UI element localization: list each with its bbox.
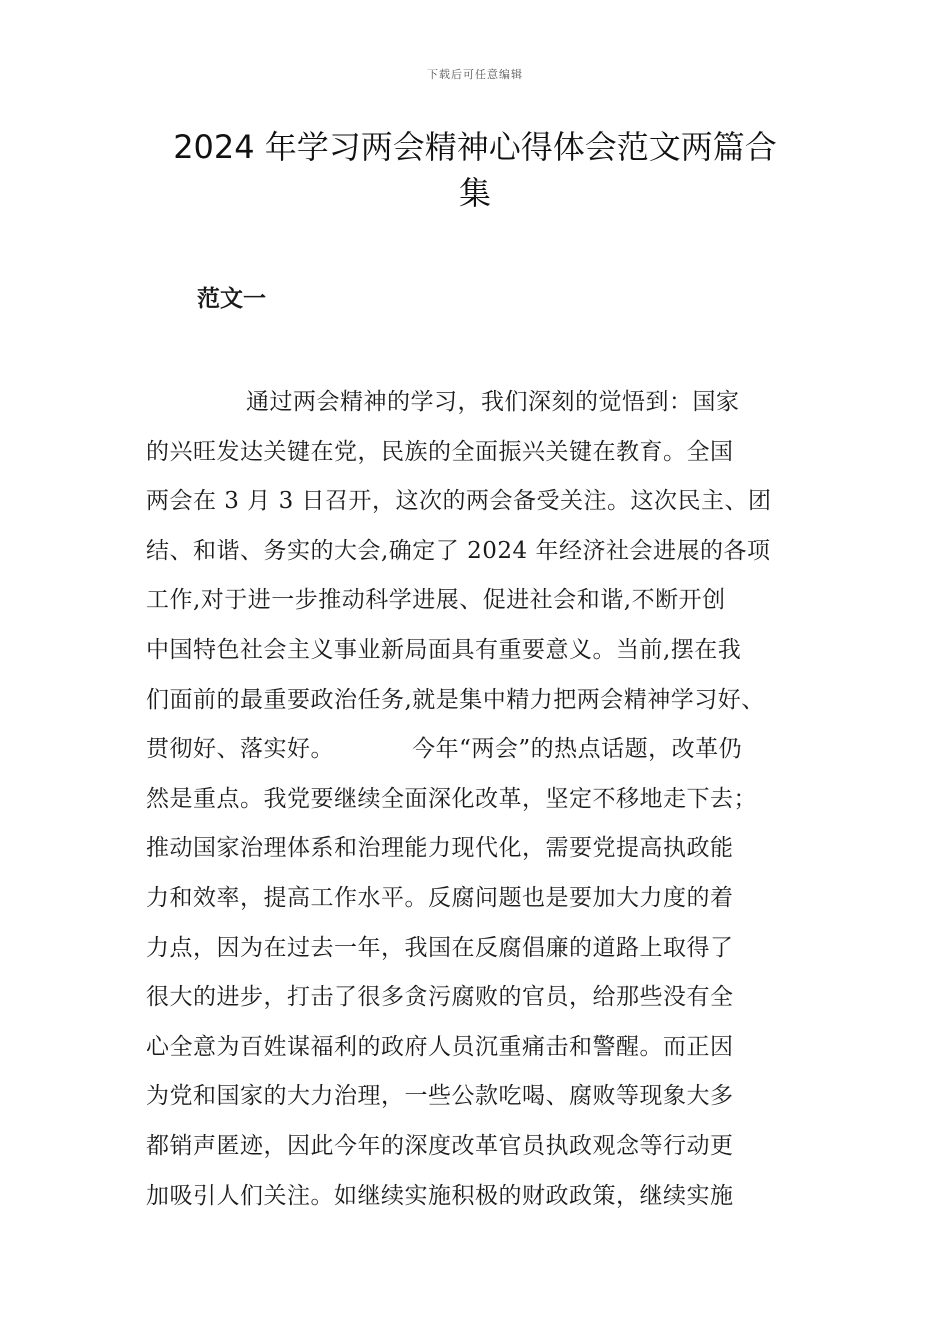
section-heading: 范文一 [197, 285, 266, 312]
body-paragraph [146, 378, 818, 1221]
body-line: 们面前的最重要政治任务,就是集中精力把两会精神学习好、 [146, 686, 765, 713]
body-line: 推动国家治理体系和治理能力现代化，需要党提高执政能 [146, 835, 734, 862]
body-line: 心全意为百姓谋福利的政府人员沉重痛击和警醒。而正因 [146, 1033, 734, 1060]
document-title [130, 124, 820, 216]
body-line: 贯彻好、落实好。 今年“两会”的热点话题，改革仍 [146, 736, 743, 763]
body-line: 通过两会精神的学习，我们深刻的觉悟到：国家 [246, 389, 740, 415]
body-line: 两会在 3 月 3 日召开，这次的两会备受关注。这次民主、团 [146, 488, 772, 515]
body-line: 中国特色社会主义事业新局面具有重要意义。当前,摆在我 [146, 636, 742, 663]
body-line: 力点，因为在过去一年，我国在反腐倡廉的道路上取得了 [146, 934, 734, 961]
body-line: 然是重点。我党要继续全面深化改革，坚定不移地走下去； [146, 785, 757, 812]
body-line: 的兴旺发达关键在党，民族的全面振兴关键在教育。全国 [146, 438, 734, 465]
body-line: 都销声匿迹，因此今年的深度改革官员执政观念等行动更 [146, 1132, 734, 1159]
body-line: 力和效率，提高工作水平。反腐问题也是要加大力度的着 [146, 884, 734, 911]
document-title-line-2: 集 [458, 174, 491, 212]
header-note: 下载后可任意编辑 [427, 68, 523, 81]
body-line: 结、和谐、务实的大会,确定了 2024 年经济社会进展的各项 [146, 537, 771, 564]
body-line: 加吸引人们关注。如继续实施积极的财政政策，继续实施 [146, 1182, 734, 1209]
body-line: 很大的进步，打击了很多贪污腐败的官员，给那些没有全 [146, 984, 734, 1011]
document-title-line-1: 2024 年学习两会精神心得体会范文两篇合 [173, 128, 777, 166]
body-line: 工作,对于进一步推动科学进展、促进社会和谐,不断开创 [146, 587, 726, 614]
body-line: 为党和国家的大力治理，一些公款吃喝、腐败等现象大多 [146, 1083, 734, 1110]
